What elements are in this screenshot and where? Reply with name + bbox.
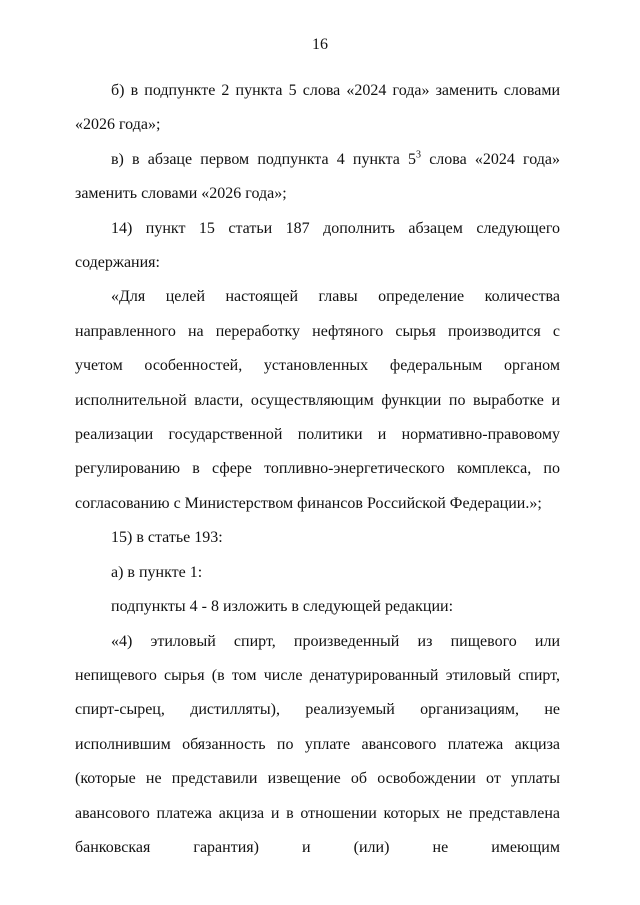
paragraph-quoted-text: «Для целей настоящей главы определение количества направленного на переработку нефтяного сырья производится с учетом особенностей, установленных федеральным органом исполнительной власти, осуществляющим функции по выработке и реализации государственной политики и нормативно-правовому регулированию в сфере топливно-энергетического комплекса, по согласованию с Министерством финансов Российской Федерации.»; [75, 288, 560, 512]
superscript-index: 3 [416, 149, 422, 161]
paragraph-v-text-start: в) в абзаце первом подпункта 4 пункта 5 [111, 150, 417, 168]
paragraph-v-subpoint-4 [75, 143, 560, 212]
page-number: 16 [312, 36, 328, 53]
paragraph-a-point-1: а) в пункте 1: [111, 563, 203, 581]
paragraph-item-14: 14) пункт 15 статьи 187 дополнить абзацем следующего содержания: [75, 219, 560, 272]
paragraph-subpoint-4-text: «4) этиловый спирт, произведенный из пищевого или непищевого сырья (в том числе денатурированный этиловый спирт, спирт-сырец, дистилляты), реализуемый организациям, не исполнившим обязанность по уплате авансового платежа акциза (которые не представили извещение об освобождении от уплаты авансового платежа акциза и в отношении которых не представлена банковская гарантия) и (или) не имеющим [75, 632, 560, 856]
paragraph-item-15: 15) в статье 193: [111, 529, 223, 547]
paragraph-b-subpoint-2: б) в подпункте 2 пункта 5 слова «2024 года» заменить словами «2026 года»; [75, 82, 560, 134]
paragraph-v-text-end: слова «2024 года» заменить словами «2026 года»; [75, 150, 560, 203]
paragraph-subpoints-4-8: подпункты 4 - 8 изложить в следующей редакции: [111, 598, 454, 616]
document-body [75, 74, 560, 865]
